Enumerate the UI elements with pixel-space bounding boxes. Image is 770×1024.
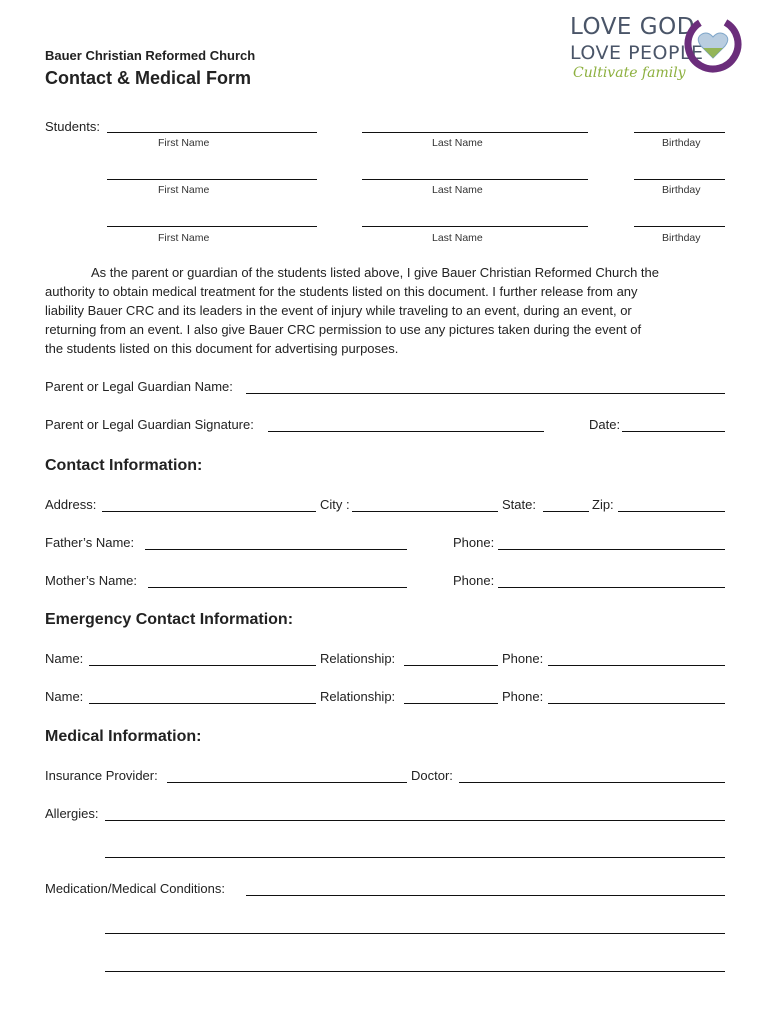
student-first-name-line[interactable] <box>107 226 317 227</box>
form-title: Contact & Medical Form <box>45 68 252 88</box>
relationship-label: Relationship: <box>320 651 396 666</box>
emergency-name-label: Name: <box>45 689 84 704</box>
allergies-line[interactable] <box>105 820 725 821</box>
consent-line-2: authority to obtain medical treatment for the students listed on this document. I further release from any <box>45 284 638 299</box>
logo <box>565 12 745 92</box>
state-line[interactable] <box>543 511 589 512</box>
emergency-phone-line[interactable] <box>548 665 725 666</box>
student-last-name-line[interactable] <box>362 226 588 227</box>
logo-line3: Cultivate family <box>573 65 686 81</box>
conditions-line[interactable] <box>105 971 725 972</box>
students-label: Students: <box>45 119 100 134</box>
relationship-line[interactable] <box>404 703 498 704</box>
student-birthday-line[interactable] <box>634 132 725 133</box>
allergies-label: Allergies: <box>45 806 99 821</box>
date-line[interactable] <box>622 431 725 432</box>
guardian-signature-label: Parent or Legal Guardian Signature: <box>45 417 254 432</box>
conditions-line[interactable] <box>246 895 725 896</box>
medical-heading: Medical Information: <box>45 728 202 745</box>
last-name-caption: Last Name <box>432 184 483 196</box>
contact-heading: Contact Information: <box>45 457 203 474</box>
consent-line-4: returning from an event. I also give Bauer CRC permission to use any pictures taken during the event of <box>45 322 642 337</box>
insurance-line[interactable] <box>167 782 407 783</box>
emergency-name-line[interactable] <box>89 703 316 704</box>
emergency-phone-label: Phone: <box>502 689 544 704</box>
emergency-heading: Emergency Contact Information: <box>45 611 294 628</box>
guardian-name-line[interactable] <box>246 393 725 394</box>
guardian-name-label: Parent or Legal Guardian Name: <box>45 379 233 394</box>
birthday-caption: Birthday <box>662 137 701 149</box>
mother-name-line[interactable] <box>148 587 407 588</box>
first-name-caption: First Name <box>158 184 210 196</box>
student-last-name-line[interactable] <box>362 132 588 133</box>
student-birthday-line[interactable] <box>634 226 725 227</box>
student-last-name-line[interactable] <box>362 179 588 180</box>
conditions-label: Medication/Medical Conditions: <box>45 881 225 896</box>
birthday-caption: Birthday <box>662 184 701 196</box>
logo-line2: LOVE PEOPLE <box>570 42 704 64</box>
mother-phone-label: Phone: <box>453 573 495 588</box>
insurance-label: Insurance Provider: <box>45 768 158 783</box>
birthday-caption: Birthday <box>662 232 701 244</box>
heart-circle-icon <box>683 14 743 74</box>
student-first-name-line[interactable] <box>107 179 317 180</box>
city-line[interactable] <box>352 511 498 512</box>
emergency-name-label: Name: <box>45 651 84 666</box>
emergency-phone-label: Phone: <box>502 651 544 666</box>
father-phone-label: Phone: <box>453 535 495 550</box>
conditions-line[interactable] <box>105 933 725 934</box>
address-label: Address: <box>45 497 97 512</box>
doctor-label: Doctor: <box>411 768 453 783</box>
mother-phone-line[interactable] <box>498 587 725 588</box>
guardian-signature-line[interactable] <box>268 431 544 432</box>
father-phone-line[interactable] <box>498 549 725 550</box>
zip-line[interactable] <box>618 511 725 512</box>
father-name-line[interactable] <box>145 549 407 550</box>
date-label: Date: <box>589 417 621 432</box>
state-label: State: <box>502 497 536 512</box>
relationship-label: Relationship: <box>320 689 396 704</box>
relationship-line[interactable] <box>404 665 498 666</box>
last-name-caption: Last Name <box>432 232 483 244</box>
father-name-label: Father’s Name: <box>45 535 135 550</box>
consent-line-3: liability Bauer CRC and its leaders in the event of injury while traveling to an event, during an event, or <box>45 303 632 318</box>
student-birthday-line[interactable] <box>634 179 725 180</box>
consent-line-1: As the parent or guardian of the students listed above, I give Bauer Christian Reformed Church the <box>91 265 659 280</box>
address-line[interactable] <box>102 511 316 512</box>
logo-line1: LOVE GOD <box>570 14 695 40</box>
allergies-line[interactable] <box>105 857 725 858</box>
church-name: Bauer Christian Reformed Church <box>45 48 256 63</box>
doctor-line[interactable] <box>459 782 725 783</box>
first-name-caption: First Name <box>158 232 210 244</box>
consent-line-5: the students listed on this document for advertising purposes. <box>45 341 399 356</box>
emergency-phone-line[interactable] <box>548 703 725 704</box>
zip-label: Zip: <box>592 497 614 512</box>
city-label: City : <box>320 497 350 512</box>
emergency-name-line[interactable] <box>89 665 316 666</box>
student-first-name-line[interactable] <box>107 132 317 133</box>
last-name-caption: Last Name <box>432 137 483 149</box>
first-name-caption: First Name <box>158 137 210 149</box>
mother-name-label: Mother’s Name: <box>45 573 137 588</box>
